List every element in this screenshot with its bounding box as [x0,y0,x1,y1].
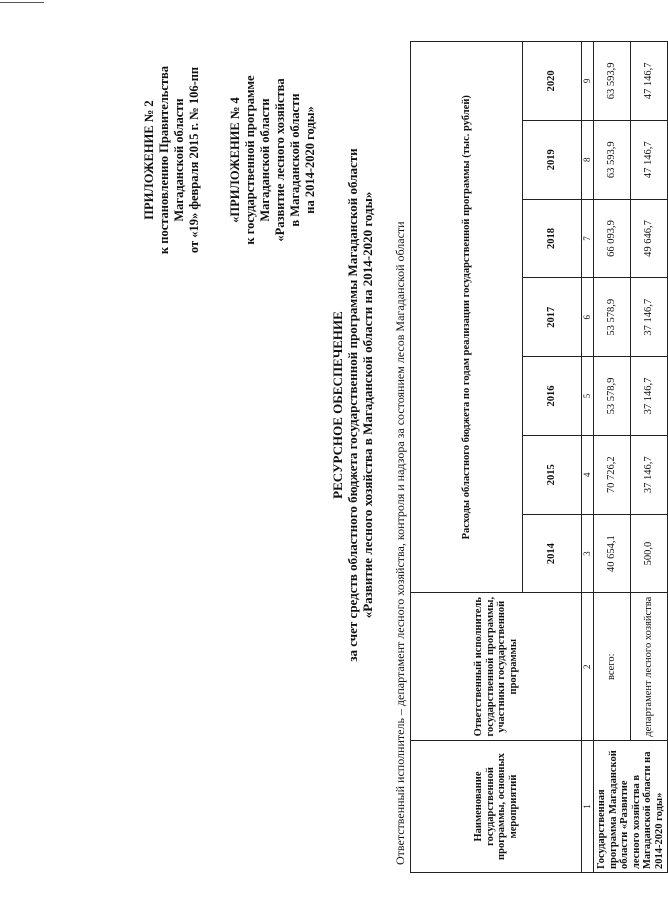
column-number: 5 [582,357,594,436]
column-number: 8 [582,120,594,199]
annex-line: от «19» февраля 2015 г. № 106-пп [187,66,201,254]
program-name-cell: Государственная программа Магаданской области «Развитие лесного хозяйства в Магаданской области на 2014-2020 годы» [594,740,668,872]
column-number: 3 [582,514,594,593]
header-expenses: Расходы областного бюджета по годам реализации государственной программы (тыс. рублей) [411,42,523,593]
value-cell: 53 578,9 [594,357,631,436]
column-number: 9 [582,42,594,121]
header-program-name: Наименование государственной программы, основных мероприятий [411,740,582,872]
value-cell: 37 146,7 [631,357,668,436]
column-number: 2 [582,593,594,741]
annex-title: ПРИЛОЖЕНИЕ № 2 [142,100,156,220]
annex2-line: «Развитие лесного хозяйства [273,78,287,242]
year-header: 2015 [523,435,582,514]
annex2-line: Магаданской области [258,98,272,222]
row-label: всего: [594,593,631,741]
header-executor: Ответственный исполнитель государственной программы, участники государственной программы [411,593,582,741]
value-cell: 500,0 [631,514,668,593]
year-header: 2016 [523,357,582,436]
value-cell: 40 654,1 [594,514,631,593]
value-cell: 53 578,9 [594,278,631,357]
year-header: 2014 [523,514,582,593]
column-number: 6 [582,278,594,357]
annex-block [142,0,202,320]
title-heading: РЕСУРСНОЕ ОБЕСПЕЧЕНИЕ [330,311,345,499]
table-row [594,42,631,873]
annex2-title: «ПРИЛОЖЕНИЕ № 4 [228,97,242,223]
document-title [330,45,375,765]
annex2-line: к государственной программе [243,75,257,245]
column-number: 7 [582,199,594,278]
column-number: 1 [582,740,594,872]
value-cell: 37 146,7 [631,278,668,357]
title-subline: за счет средств областного бюджета государственной программы Магаданской области [345,148,360,662]
column-number: 4 [582,435,594,514]
value-cell: 47 146,7 [631,42,668,121]
value-cell: 47 146,7 [631,120,668,199]
year-header: 2019 [523,120,582,199]
value-cell: 49 646,7 [631,199,668,278]
resource-table [410,41,668,873]
value-cell: 63 593,9 [594,42,631,121]
value-cell: 63 593,9 [594,120,631,199]
value-cell: 66 093,9 [594,199,631,278]
year-header: 2017 [523,278,582,357]
annex2-line: в Магаданской области [288,93,302,227]
row-label: департамент лесного хозяйства [631,593,668,741]
annex2-block [228,0,318,320]
annex2-line: на 2014-2020 годы» [303,106,317,214]
responsible-executor: Ответственный исполнитель – департамент лесного хозяйства, контроля и надзора за состоянием лесов Магаданской области [393,221,407,865]
year-header: 2018 [523,199,582,278]
value-cell: 70 726,2 [594,435,631,514]
annex-line: Магаданской области [172,98,186,222]
value-cell: 37 146,7 [631,435,668,514]
year-header: 2020 [523,42,582,121]
annex-line: к постановлению Правительства [157,65,171,255]
title-subline: «Развитие лесного хозяйства в Магаданской области на 2014-2020 годы» [360,191,375,619]
